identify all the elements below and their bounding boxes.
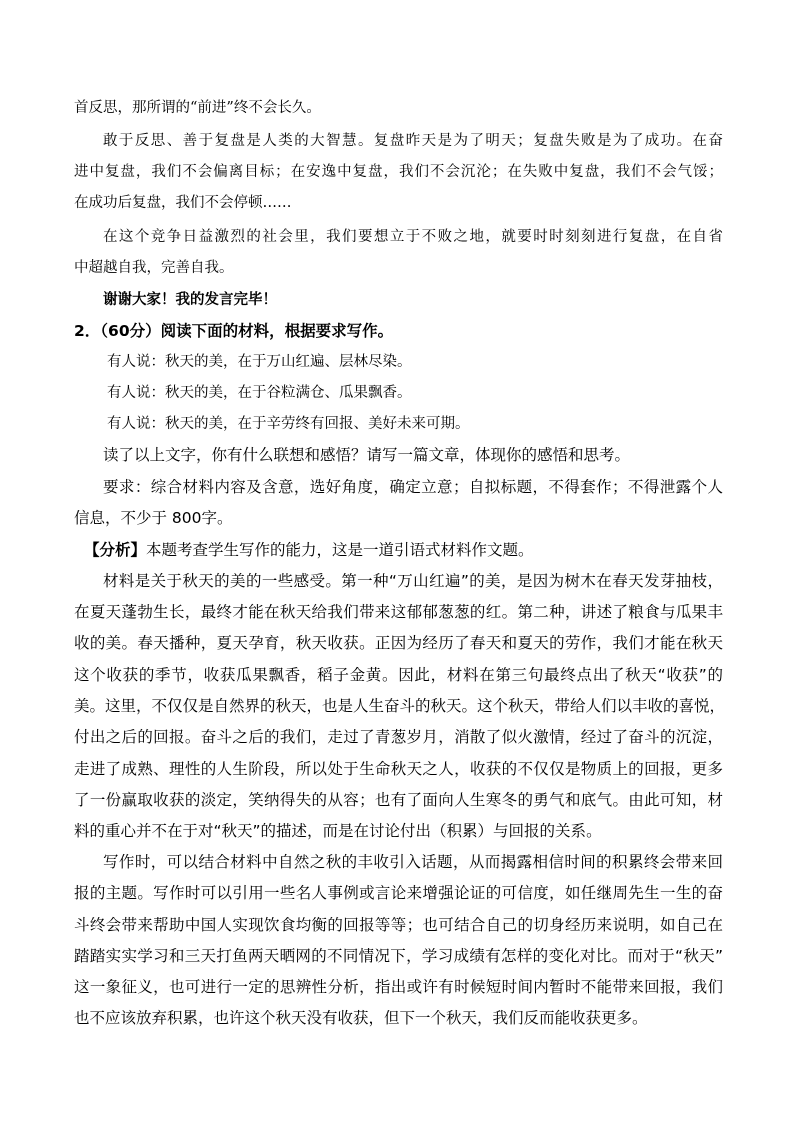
analysis-line: 这一象征义，也可进行一定的思辨性分析，指出或许有时候短时间内暂时不能带来回报，我们 [74,978,723,996]
analysis-line: 材料是关于秋天的美的一些感受。第一种“万山红遍”的美，是因为树木在春天发芽抽枝， [103,572,723,590]
writing-prompt: 读了以上文字，你有什么联想和感悟？请写一篇文章，体现你的感悟和思考。 [103,446,631,464]
analysis-line: 料的重心并不在于对“秋天”的描述，而是在讨论付出（积累）与回报的关系。 [74,822,602,840]
material-quote: 有人说：秋天的美，在于谷粒满仓、瓜果飘香。 [107,385,412,401]
analysis-label: 【分析】 [84,541,147,559]
analysis-line: 也不应该放弃积累，也许这个秋天没有收获，但下一个秋天，我们反而能收获更多。 [74,1009,648,1027]
analysis-line: 走进了成熟、理性的人生阶段，所以处于生命秋天之人，收获的不仅仅是物质上的回报，更多 [74,760,723,778]
question-heading: 2．（60分）阅读下面的材料，根据要求写作。 [74,322,394,340]
speech-line: 首反思，那所谓的“前进”终不会长久。 [74,100,321,116]
speech-paragraph-line: 在成功后复盘，我们不会停顿…… [74,195,292,211]
analysis-line: 付出之后的回报。奋斗之后的我们，走过了青葱岁月，消散了似火激情，经过了奋斗的沉淀， [74,728,723,746]
writing-requirement: 信息，不少于 800字。 [74,509,233,527]
analysis-line: 斗终会带来帮助中国人实现饮食均衡的回报等等；也可结合自己的切身经历来说明，如自己在 [74,916,723,934]
analysis-line: 在夏天蓬勃生长，最终才能在秋天给我们带来这郁郁葱葱的红。第二种，讲述了粮食与瓜果丰 [74,603,723,621]
speech-paragraph-line: 进中复盘，我们不会偏离目标；在安逸中复盘，我们不会沉沦；在失败中复盘，我们不会气馁； [74,164,723,180]
speech-closing: 谢谢大家！我的发言完毕！ [103,291,277,308]
analysis-line: 美。这里，不仅仅是自然界的秋天，也是人生奋斗的秋天。这个秋天，带给人们以丰收的喜悦， [74,697,726,715]
material-quote: 有人说：秋天的美，在于辛劳终有回报、美好未来可期。 [107,416,470,432]
material-quote: 有人说：秋天的美，在于万山红遍、层林尽染。 [107,354,412,370]
writing-requirement: 要求：综合材料内容及含意，选好角度，确定立意；自拟标题，不得套作；不得泄露个人 [103,478,723,496]
analysis-line: 写作时，可以结合材料中自然之秋的丰收引入话题，从而揭露相信时间的积累终会带来回 [103,853,723,871]
analysis-line: 了一份赢取收获的淡定，笑纳得失的从容；也有了面向人生寒冬的勇气和底气。由此可知，材 [74,791,723,809]
analysis-intro-text: 本题考查学生写作的能力，这是一道引语式材料作文题。 [146,541,534,559]
analysis-line: 报的主题。写作时可以引用一些名人事例或言论来增强论证的可信度，如任继周先生一生的奋 [74,884,723,902]
speech-paragraph-line: 在这个竞争日益激烈的社会里，我们要想立于不败之地，就要时时刻刻进行复盘，在自省 [103,229,723,245]
analysis-line: 收的美。春天播种，夏天孕育，秋天收获。正因为经历了春天和夏天的劳作，我们才能在秋天 [74,634,723,652]
analysis-line: 这个收获的季节，收获瓜果飘香，稻子金黄。因此，材料在第三句最终点出了秋天“收获”的 [74,666,723,684]
speech-paragraph-line: 敢于反思、善于复盘是人类的大智慧。复盘昨天是为了明天；复盘失败是为了成功。在奋 [103,133,723,149]
analysis-intro [84,540,534,560]
speech-paragraph-line: 中超越自我，完善自我。 [74,260,234,276]
analysis-line: 踏踏实实学习和三天打鱼两天晒网的不同情况下，学习成绩有怎样的变化对比。而对于“秋天” [74,947,723,965]
